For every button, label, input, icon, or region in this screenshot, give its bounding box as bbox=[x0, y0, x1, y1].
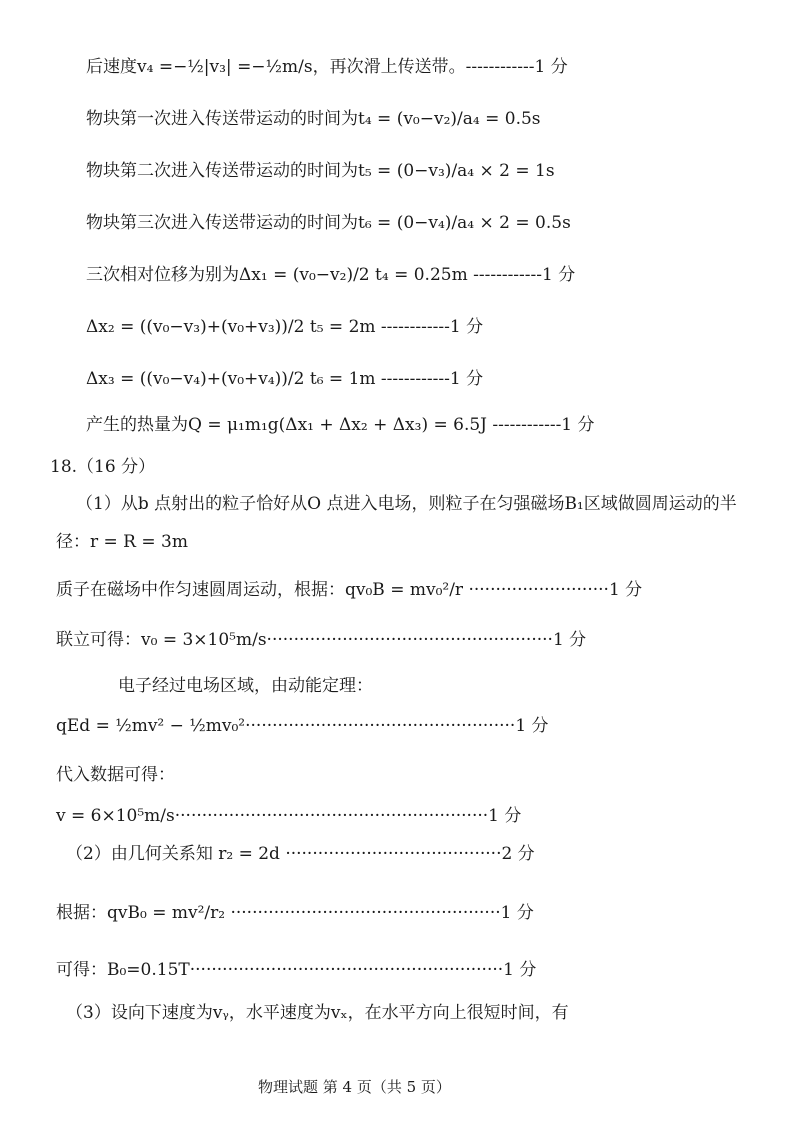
text-line-14: qEd = ½mv² − ½mv₀²··················································1 分 bbox=[56, 716, 549, 736]
text-line-19: 可得：B₀=0.15T··························································1 分 bbox=[56, 960, 537, 980]
text-line-2: 物块第一次进入传送带运动的时间为t₄ = (v₀−v₂)/a₄ = 0.5s bbox=[86, 109, 541, 129]
text-line-13: 电子经过电场区域，由动能定理： bbox=[118, 676, 373, 696]
text-line-6: Δx₂ = ((v₀−v₃)+(v₀+v₃))/2 t₅ = 2m ------------1 分 bbox=[86, 317, 484, 337]
text-line-3: 物块第二次进入传送带运动的时间为t₅ = (0−v₃)/a₄ × 2 = 1s bbox=[86, 161, 555, 181]
question-heading: 18.（16 分） bbox=[50, 457, 156, 477]
text-line-18: 根据：qvB₀ = mv²/r₂ ··················································1 分 bbox=[56, 903, 534, 923]
text-line-16: v = 6×10⁵m/s··························································1 分 bbox=[56, 806, 522, 826]
text-line-12: 联立可得：v₀ = 3×10⁵m/s·····················································1 分 bbox=[56, 630, 587, 650]
text-line-4: 物块第三次进入传送带运动的时间为t₆ = (0−v₄)/a₄ × 2 = 0.5s bbox=[86, 213, 571, 233]
text-line-20: （3）设向下速度为vᵧ，水平速度为vₓ，在水平方向上很短时间，有 bbox=[66, 1003, 569, 1023]
text-line-17: （2）由几何关系知 r₂ = 2d ········································2 分 bbox=[66, 844, 535, 864]
text-line-10: 径：r = R = 3m bbox=[56, 532, 188, 552]
text-line-7: Δx₃ = ((v₀−v₄)+(v₀+v₄))/2 t₆ = 1m ------------1 分 bbox=[86, 369, 484, 389]
text-line-11: 质子在磁场中作匀速圆周运动，根据：qv₀B = mv₀²/r ··························1 分 bbox=[56, 580, 643, 600]
text-line-15: 代入数据可得： bbox=[56, 765, 175, 785]
text-line-5: 三次相对位移为别为Δx₁ = (v₀−v₂)/2 t₄ = 0.25m ------------1 分 bbox=[86, 265, 576, 285]
text-line-9: （1）从b 点射出的粒子恰好从O 点进入电场，则粒子在匀强磁场B₁区域做圆周运动的半 bbox=[76, 494, 737, 514]
text-line-8: 产生的热量为Q = μ₁m₁g(Δx₁ + Δx₂ + Δx₃) = 6.5J ------------1 分 bbox=[86, 415, 595, 435]
page-footer: 物理试题 第 4 页（共 5 页） bbox=[258, 1078, 451, 1096]
text-line-1: 后速度v₄ =−½|v₃| =−½m/s，再次滑上传送带。------------1 分 bbox=[86, 57, 568, 77]
